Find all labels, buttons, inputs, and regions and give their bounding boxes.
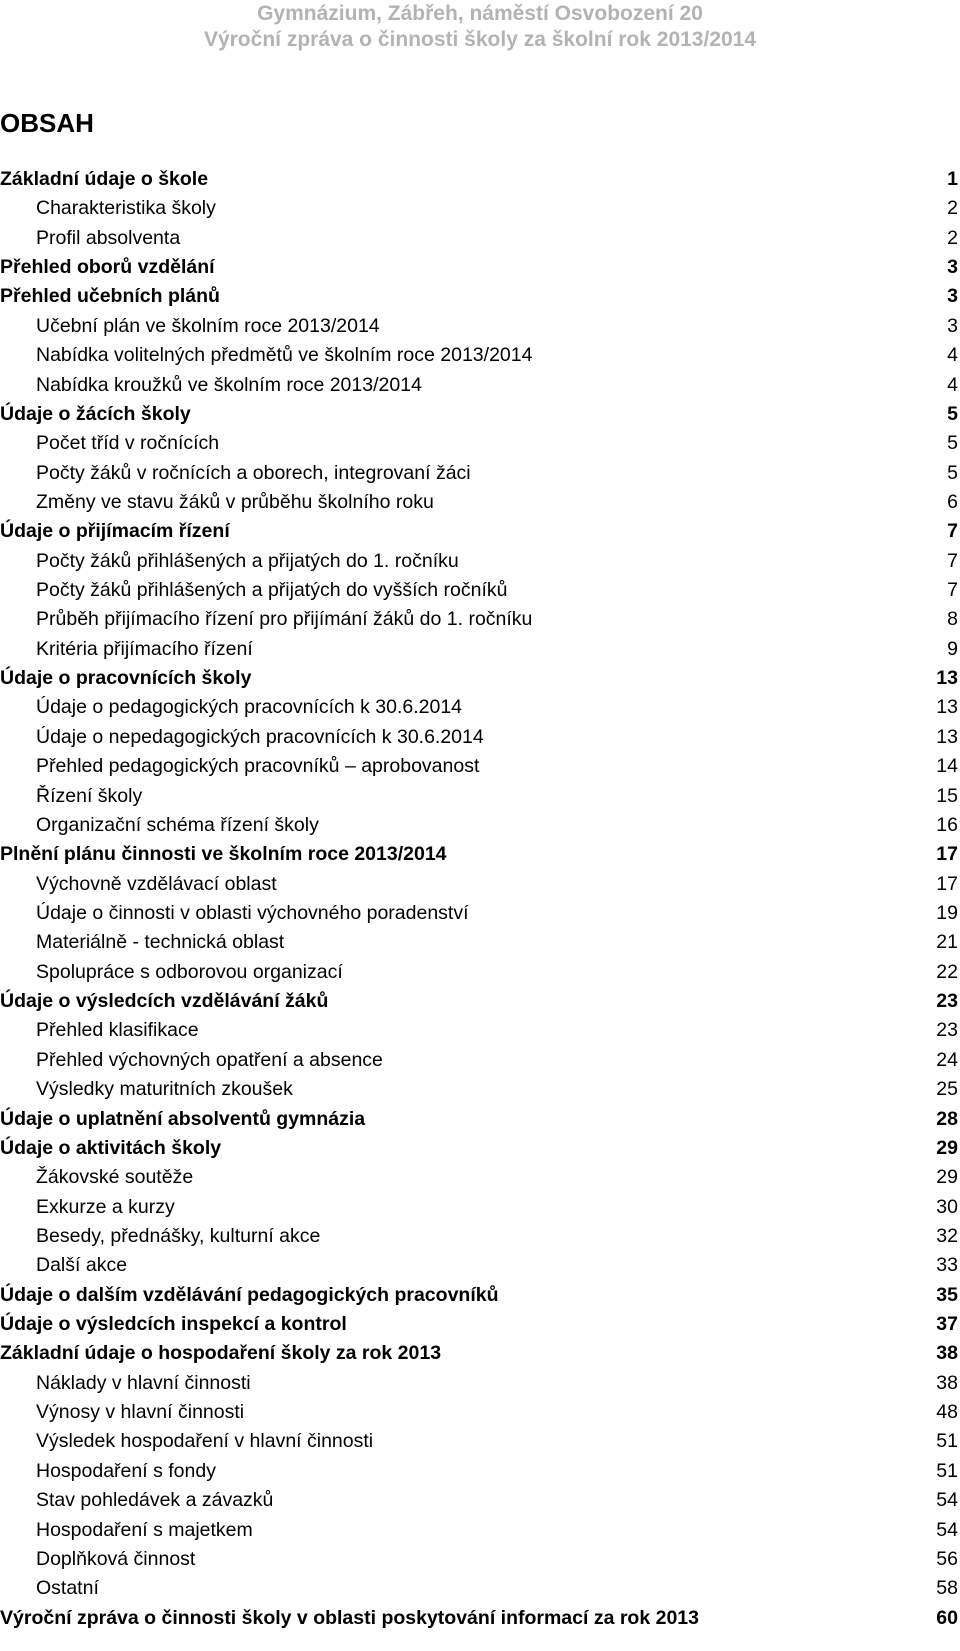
toc-entry-page-number: 30	[936, 1195, 958, 1218]
toc-entry-page-number: 5	[947, 402, 958, 425]
toc-subsection-entry[interactable]	[0, 635, 960, 664]
toc-entry-title: Další akce	[36, 1254, 128, 1277]
toc-subsection-entry[interactable]	[0, 194, 960, 223]
toc-entry-title: Údaje o žácích školy	[0, 402, 191, 425]
toc-subsection-entry[interactable]	[0, 576, 960, 605]
toc-entry-page-number: 24	[936, 1048, 958, 1071]
toc-entry-page-number: 5	[947, 432, 958, 455]
toc-entry-title: Údaje o přijímacím řízení	[0, 520, 230, 543]
toc-entry-page-number: 7	[947, 579, 958, 602]
toc-subsection-entry[interactable]	[0, 1545, 960, 1574]
toc-entry-title: Nabídka kroužků ve školním roce 2013/2014	[36, 373, 422, 396]
toc-entry-page-number: 13	[936, 725, 958, 748]
toc-entry-title: Údaje o výsledcích inspekcí a kontrol	[0, 1313, 347, 1336]
toc-entry-page-number: 60	[936, 1606, 958, 1629]
toc-subsection-entry[interactable]	[0, 605, 960, 634]
header-school-name: Gymnázium, Zábřeh, náměstí Osvobození 20	[257, 2, 703, 25]
toc-entry-page-number: 23	[936, 1019, 958, 1042]
toc-entry-page-number: 51	[936, 1430, 958, 1453]
toc-entry-title: Stav pohledávek a závazků	[36, 1489, 274, 1512]
toc-entry-page-number: 16	[936, 813, 958, 836]
toc-entry-page-number: 3	[947, 285, 958, 308]
toc-section-entry[interactable]	[0, 1281, 960, 1310]
toc-entry-page-number: 23	[936, 990, 958, 1013]
toc-entry-page-number: 25	[936, 1078, 958, 1101]
toc-entry-title: Údaje o dalším vzdělávání pedagogických pracovníků	[0, 1283, 499, 1306]
toc-subsection-entry[interactable]	[0, 811, 960, 840]
toc-section-entry[interactable]	[0, 1105, 960, 1134]
toc-subsection-entry[interactable]	[0, 371, 960, 400]
toc-entry-page-number: 13	[936, 667, 958, 690]
toc-entry-title: Údaje o aktivitách školy	[0, 1136, 222, 1159]
toc-entry-page-number: 17	[936, 872, 958, 895]
toc-entry-title: Údaje o pracovnících školy	[0, 667, 252, 690]
toc-entry-page-number: 58	[936, 1577, 958, 1600]
toc-entry-title: Přehled pedagogických pracovníků – aprobovanost	[36, 755, 480, 778]
toc-entry-page-number: 2	[947, 226, 958, 249]
toc-entry-title: Plnění plánu činnosti ve školním roce 2013/2014	[0, 843, 447, 866]
toc-subsection-entry[interactable]	[0, 429, 960, 458]
toc-subsection-entry[interactable]	[0, 782, 960, 811]
toc-entry-page-number: 28	[936, 1107, 958, 1130]
toc-entry-page-number: 14	[936, 755, 958, 778]
toc-entry-title: Výnosy v hlavní činnosti	[36, 1401, 245, 1424]
toc-entry-title: Výroční zpráva o činnosti školy v oblasti poskytování informací za rok 2013	[0, 1606, 699, 1629]
toc-entry-title: Údaje o pedagogických pracovnících k 30.6.2014	[36, 696, 463, 719]
toc-subsection-entry[interactable]	[0, 693, 960, 722]
toc-section-entry[interactable]	[0, 987, 960, 1016]
toc-subsection-entry[interactable]	[0, 899, 960, 928]
toc-entry-title: Spolupráce s odborovou organizací	[36, 960, 343, 983]
toc-section-entry[interactable]	[0, 1134, 960, 1163]
toc-entry-title: Řízení školy	[36, 784, 143, 807]
toc-entry-page-number: 7	[947, 520, 958, 543]
toc-entry-title: Ostatní	[36, 1577, 99, 1600]
toc-entry-title: Náklady v hlavní činnosti	[36, 1371, 251, 1394]
header-report-title: Výroční zpráva o činnosti školy za školní rok 2013/2014	[203, 28, 757, 51]
toc-entry-page-number: 51	[936, 1459, 958, 1482]
toc-entry-page-number: 1	[947, 168, 958, 190]
toc-entry-title: Hospodaření s majetkem	[36, 1518, 253, 1541]
toc-entry-page-number: 32	[936, 1224, 958, 1247]
toc-entry-title: Počty žáků přihlášených a přijatých do 1. ročníku	[36, 549, 459, 572]
toc-subsection-entry[interactable]	[0, 723, 960, 752]
toc-entry-page-number: 33	[936, 1254, 958, 1277]
toc-section-entry[interactable]	[0, 282, 960, 311]
toc-entry-title: Údaje o činnosti v oblasti výchovného poradenství	[36, 901, 469, 924]
toc-entry-page-number: 5	[947, 461, 958, 484]
toc-entry-title: Organizační schéma řízení školy	[36, 813, 319, 836]
toc-entry-page-number: 22	[936, 960, 958, 983]
toc-subsection-entry[interactable]	[0, 1574, 960, 1603]
toc-entry-page-number: 54	[936, 1518, 958, 1541]
toc-section-entry[interactable]	[0, 1604, 960, 1633]
toc-entry-page-number: 3	[947, 256, 958, 279]
toc-entry-title: Doplňková činnost	[36, 1547, 196, 1570]
toc-subsection-entry[interactable]	[0, 1016, 960, 1045]
toc-entry-page-number: 35	[936, 1283, 958, 1306]
toc-subsection-entry[interactable]	[0, 488, 960, 517]
toc-subsection-entry[interactable]	[0, 341, 960, 370]
toc-entry-title: Učební plán ve školním roce 2013/2014	[36, 314, 380, 337]
toc-entry-page-number: 3	[947, 314, 958, 337]
toc-entry-page-number: 56	[936, 1547, 958, 1570]
toc-entry-title: Profil absolventa	[36, 226, 181, 249]
toc-entry-title: Počet tříd v ročnících	[36, 432, 220, 455]
toc-subsection-entry[interactable]	[0, 224, 960, 253]
toc-section-entry[interactable]	[0, 165, 960, 194]
toc-subsection-entry[interactable]	[0, 312, 960, 341]
toc-entry-title: Průběh přijímacího řízení pro přijímání žáků do 1. ročníku	[36, 608, 533, 631]
toc-entry-page-number: 54	[936, 1489, 958, 1512]
toc-entry-title: Údaje o nepedagogických pracovnících k 30.6.2014	[36, 725, 484, 748]
toc-subsection-entry[interactable]	[0, 1369, 960, 1398]
toc-section-entry[interactable]	[0, 1339, 960, 1368]
toc-entry-title: Základní údaje o škole	[0, 168, 209, 190]
toc-entry-title: Údaje o uplatnění absolventů gymnázia	[0, 1107, 366, 1130]
toc-section-entry[interactable]	[0, 1310, 960, 1339]
toc-subsection-entry[interactable]	[0, 1251, 960, 1280]
toc-entry-page-number: 48	[936, 1401, 958, 1424]
toc-section-entry[interactable]	[0, 517, 960, 546]
toc-entry-title: Počty žáků v ročnících a oborech, integrovaní žáci	[36, 461, 471, 484]
toc-subsection-entry[interactable]	[0, 958, 960, 987]
toc-section-entry[interactable]	[0, 840, 960, 869]
toc-section-entry[interactable]	[0, 400, 960, 429]
toc-subsection-entry[interactable]	[0, 1222, 960, 1251]
toc-entry-title: Přehled výchovných opatření a absence	[36, 1048, 383, 1071]
toc-entry-page-number: 4	[947, 344, 958, 367]
toc-entry-page-number: 7	[947, 549, 958, 572]
toc-entry-page-number: 21	[936, 931, 958, 954]
toc-entry-title: Výsledek hospodaření v hlavní činnosti	[36, 1430, 374, 1453]
toc-subsection-entry[interactable]	[0, 1193, 960, 1222]
toc-section-entry[interactable]	[0, 253, 960, 282]
toc-entry-page-number: 13	[936, 696, 958, 719]
toc-subsection-entry[interactable]	[0, 1046, 960, 1075]
toc-subsection-entry[interactable]	[0, 1457, 960, 1486]
toc-entry-page-number: 2	[947, 197, 958, 220]
toc-entry-page-number: 19	[936, 901, 958, 924]
toc-entry-page-number: 17	[936, 843, 958, 866]
table-of-contents	[0, 165, 960, 1633]
toc-subsection-entry[interactable]	[0, 1427, 960, 1456]
toc-entry-title: Údaje o výsledcích vzdělávání žáků	[0, 990, 329, 1013]
toc-entry-page-number: 9	[947, 637, 958, 660]
toc-entry-title: Kritéria přijímacího řízení	[36, 637, 253, 660]
toc-entry-title: Exkurze a kurzy	[36, 1195, 175, 1218]
toc-entry-page-number: 6	[947, 490, 958, 513]
toc-entry-title: Charakteristika školy	[36, 197, 216, 220]
toc-entry-page-number: 4	[947, 373, 958, 396]
toc-entry-title: Hospodaření s fondy	[36, 1459, 216, 1482]
toc-subsection-entry[interactable]	[0, 459, 960, 488]
toc-subsection-entry[interactable]	[0, 1398, 960, 1427]
toc-entry-page-number: 29	[936, 1136, 958, 1159]
toc-entry-page-number: 38	[936, 1342, 958, 1365]
toc-entry-title: Přehled klasifikace	[36, 1019, 199, 1042]
toc-entry-title: Výchovně vzdělávací oblast	[36, 872, 277, 895]
toc-entry-page-number: 8	[947, 608, 958, 631]
toc-entry-title: Přehled oborů vzdělání	[0, 256, 215, 279]
toc-entry-title: Materiálně - technická oblast	[36, 931, 285, 954]
toc-entry-page-number: 37	[936, 1313, 958, 1336]
toc-entry-page-number: 15	[936, 784, 958, 807]
toc-subsection-entry[interactable]	[0, 1486, 960, 1515]
toc-entry-title: Nabídka volitelných předmětů ve školním roce 2013/2014	[36, 344, 533, 367]
toc-entry-title: Změny ve stavu žáků v průběhu školního roku	[36, 490, 434, 513]
toc-subsection-entry[interactable]	[0, 1516, 960, 1545]
toc-entry-title: Přehled učebních plánů	[0, 285, 220, 308]
toc-subsection-entry[interactable]	[0, 547, 960, 576]
toc-entry-title: Základní údaje o hospodaření školy za rok 2013	[0, 1342, 442, 1365]
toc-title: OBSAH	[0, 108, 94, 138]
toc-section-entry[interactable]	[0, 664, 960, 693]
toc-entry-page-number: 29	[936, 1166, 958, 1189]
toc-subsection-entry[interactable]	[0, 1163, 960, 1192]
toc-subsection-entry[interactable]	[0, 1075, 960, 1104]
toc-subsection-entry[interactable]	[0, 752, 960, 781]
toc-entry-title: Výsledky maturitních zkoušek	[36, 1078, 293, 1101]
toc-subsection-entry[interactable]	[0, 870, 960, 899]
toc-entry-title: Žákovské soutěže	[36, 1166, 194, 1189]
toc-subsection-entry[interactable]	[0, 928, 960, 957]
toc-entry-title: Besedy, přednášky, kulturní akce	[36, 1224, 321, 1247]
toc-entry-page-number: 38	[936, 1371, 958, 1394]
toc-entry-title: Počty žáků přihlášených a přijatých do vyšších ročníků	[36, 579, 508, 602]
